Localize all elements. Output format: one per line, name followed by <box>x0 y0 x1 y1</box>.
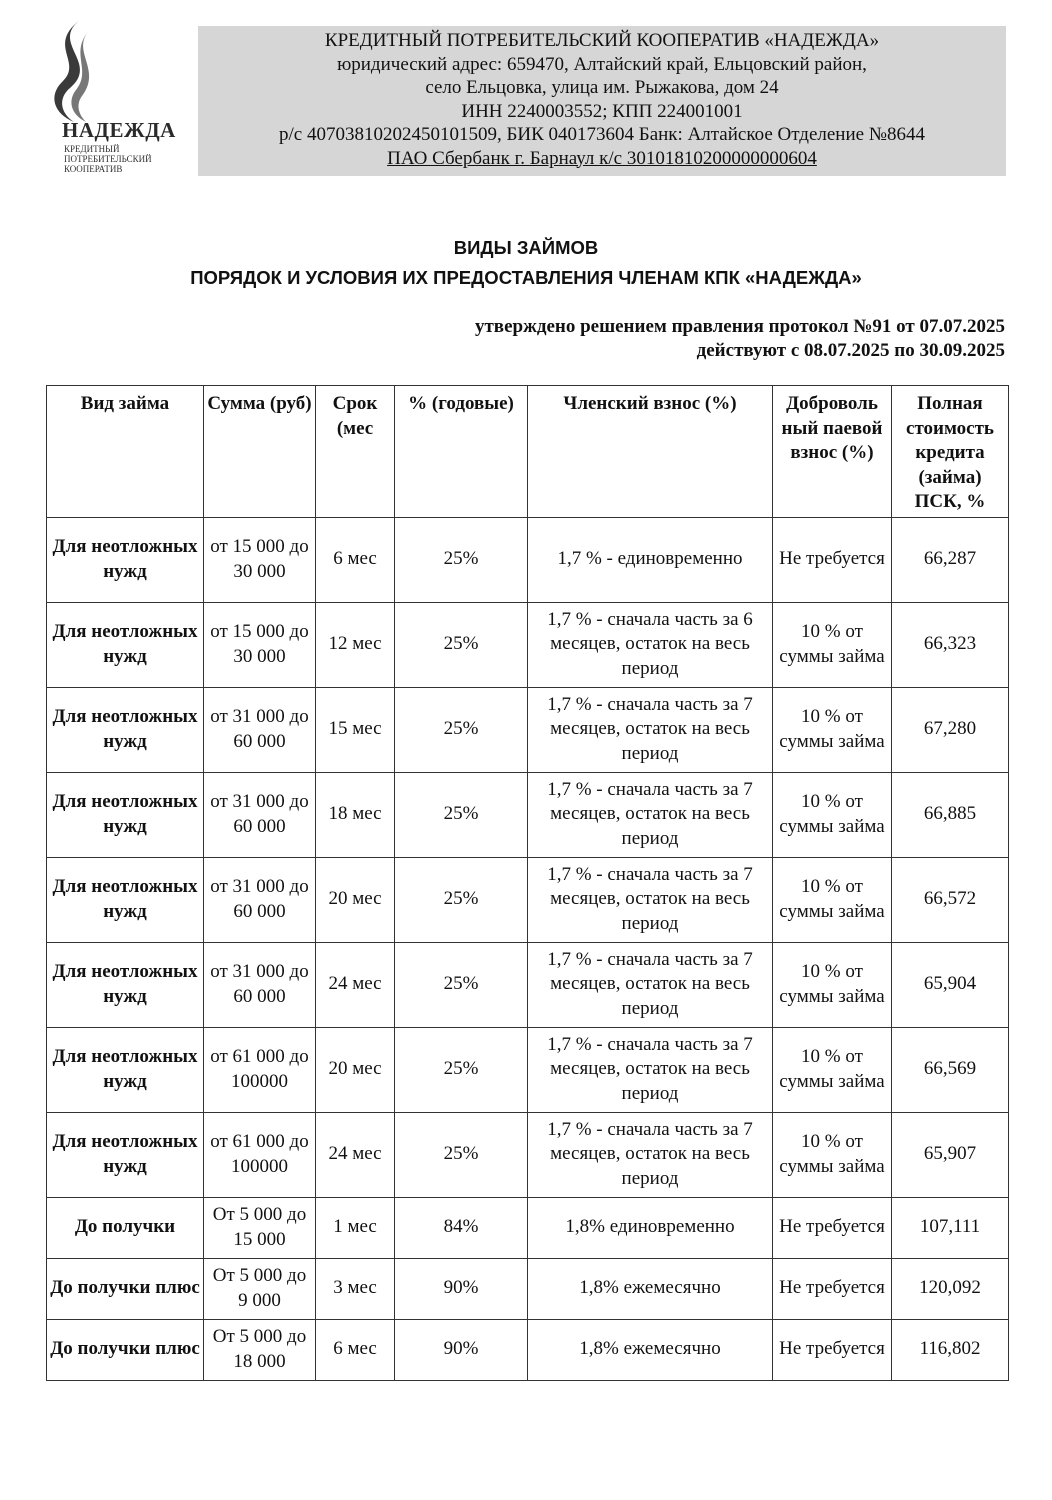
table-row <box>47 857 1009 942</box>
membership-fee: 1,7 % - сначала часть за 7 месяцев, остаток на весь период <box>528 772 773 857</box>
bank-details: р/с 40703810202450101509, БИК 040173604 Банк: Алтайское Отделение №8644 <box>279 124 925 145</box>
table-row <box>47 1027 1009 1112</box>
column-header: Доброволь ный паевой взнос (%) <box>773 386 892 518</box>
annual-rate: 25% <box>395 1112 528 1197</box>
loan-type: До получки плюс <box>47 1258 204 1319</box>
logo-name: НАДЕЖДА <box>62 118 176 142</box>
membership-fee: 1,7 % - сначала часть за 7 месяцев, остаток на весь период <box>528 687 773 772</box>
full-credit-cost: 66,323 <box>892 602 1009 687</box>
full-credit-cost: 116,802 <box>892 1319 1009 1380</box>
table-row <box>47 687 1009 772</box>
full-credit-cost: 120,092 <box>892 1258 1009 1319</box>
column-header: Сумма (руб) <box>204 386 316 518</box>
membership-fee: 1,7 % - сначала часть за 7 месяцев, остаток на весь период <box>528 942 773 1027</box>
membership-fee: 1,7 % - сначала часть за 7 месяцев, остаток на весь период <box>528 1112 773 1197</box>
membership-fee: 1,7 % - сначала часть за 6 месяцев, остаток на весь период <box>528 602 773 687</box>
annual-rate: 84% <box>395 1197 528 1258</box>
document-title <box>0 233 1052 293</box>
table-row <box>47 602 1009 687</box>
loan-type: Для неотложных нужд <box>47 602 204 687</box>
loan-amount: От 5 000 до 18 000 <box>204 1319 316 1380</box>
membership-fee: 1,8% ежемесячно <box>528 1319 773 1380</box>
flame-emblem-icon <box>40 18 110 128</box>
loan-type: До получки плюс <box>47 1319 204 1380</box>
org-name: КРЕДИТНЫЙ ПОТРЕБИТЕЛЬСКИЙ КООПЕРАТИВ «НАДЕЖДА» <box>324 30 880 51</box>
loan-type: Для неотложных нужд <box>47 687 204 772</box>
annual-rate: 25% <box>395 687 528 772</box>
loan-types-table <box>46 385 1009 1381</box>
full-credit-cost: 66,572 <box>892 857 1009 942</box>
table-row <box>47 772 1009 857</box>
table-row <box>47 1319 1009 1380</box>
loan-term: 18 мес <box>316 772 395 857</box>
loan-term: 24 мес <box>316 942 395 1027</box>
loan-type: Для неотложных нужд <box>47 517 204 602</box>
membership-fee: 1,7 % - единовременно <box>528 517 773 602</box>
column-header: Полная стоимость кредита (займа) ПСК, % <box>892 386 1009 518</box>
loan-amount: от 61 000 до 100000 <box>204 1027 316 1112</box>
annual-rate: 25% <box>395 602 528 687</box>
share-contribution: 10 % от суммы займа <box>773 857 892 942</box>
column-header: Членский взнос (%) <box>528 386 773 518</box>
loan-amount: от 31 000 до 60 000 <box>204 772 316 857</box>
annual-rate: 25% <box>395 1027 528 1112</box>
loan-amount: от 61 000 до 100000 <box>204 1112 316 1197</box>
share-contribution: 10 % от суммы займа <box>773 687 892 772</box>
table-row <box>47 1258 1009 1319</box>
organization-requisites <box>198 26 1006 176</box>
table-header-row <box>47 386 1009 518</box>
validity-period: действуют с 08.07.2025 по 30.09.2025 <box>696 339 1005 361</box>
address-line: юридический адрес: 659470, Алтайский край, Ельцовский район, <box>337 53 867 75</box>
approval-note <box>475 315 1005 362</box>
loan-amount: от 15 000 до 30 000 <box>204 602 316 687</box>
loan-term: 6 мес <box>316 517 395 602</box>
approval-line: утверждено решением правления протокол №91 от 07.07.2025 <box>474 316 1005 337</box>
membership-fee: 1,7 % - сначала часть за 7 месяцев, остаток на весь период <box>528 857 773 942</box>
title-line: ВИДЫ ЗАЙМОВ <box>453 237 599 258</box>
share-contribution: Не требуется <box>773 517 892 602</box>
loan-term: 1 мес <box>316 1197 395 1258</box>
loan-type: Для неотложных нужд <box>47 942 204 1027</box>
loan-type: Для неотложных нужд <box>47 772 204 857</box>
table-row <box>47 942 1009 1027</box>
annual-rate: 90% <box>395 1319 528 1380</box>
address-line: село Ельцовка, улица им. Рыжакова, дом 24 <box>425 77 779 98</box>
loan-type: До получки <box>47 1197 204 1258</box>
cooperative-logo <box>18 18 198 218</box>
table-row <box>47 517 1009 602</box>
inn-kpp: ИНН 2240003552; КПП 224001001 <box>461 100 743 122</box>
table-row <box>47 1112 1009 1197</box>
column-header: Срок (мес <box>316 386 395 518</box>
full-credit-cost: 65,907 <box>892 1112 1009 1197</box>
loan-amount: От 5 000 до 9 000 <box>204 1258 316 1319</box>
full-credit-cost: 66,569 <box>892 1027 1009 1112</box>
loan-amount: от 15 000 до 30 000 <box>204 517 316 602</box>
loan-amount: от 31 000 до 60 000 <box>204 942 316 1027</box>
share-contribution: 10 % от суммы займа <box>773 942 892 1027</box>
loan-term: 6 мес <box>316 1319 395 1380</box>
full-credit-cost: 67,280 <box>892 687 1009 772</box>
annual-rate: 25% <box>395 942 528 1027</box>
annual-rate: 25% <box>395 772 528 857</box>
share-contribution: Не требуется <box>773 1258 892 1319</box>
full-credit-cost: 107,111 <box>892 1197 1009 1258</box>
title-line: ПОРЯДОК И УСЛОВИЯ ИХ ПРЕДОСТАВЛЕНИЯ ЧЛЕНАМ КПК «НАДЕЖДА» <box>190 267 862 288</box>
membership-fee: 1,8% ежемесячно <box>528 1258 773 1319</box>
loan-term: 20 мес <box>316 1027 395 1112</box>
share-contribution: 10 % от суммы займа <box>773 772 892 857</box>
membership-fee: 1,8% единовременно <box>528 1197 773 1258</box>
share-contribution: 10 % от суммы займа <box>773 1027 892 1112</box>
annual-rate: 90% <box>395 1258 528 1319</box>
full-credit-cost: 65,904 <box>892 942 1009 1027</box>
share-contribution: Не требуется <box>773 1319 892 1380</box>
logo-subtitle: КРЕДИТНЫЙ ПОТРЕБИТЕЛЬСКИЙ КООПЕРАТИВ <box>64 144 152 174</box>
loan-amount: от 31 000 до 60 000 <box>204 857 316 942</box>
full-credit-cost: 66,287 <box>892 517 1009 602</box>
column-header: % (годовые) <box>395 386 528 518</box>
annual-rate: 25% <box>395 857 528 942</box>
loan-type: Для неотложных нужд <box>47 1027 204 1112</box>
annual-rate: 25% <box>395 517 528 602</box>
full-credit-cost: 66,885 <box>892 772 1009 857</box>
loan-term: 20 мес <box>316 857 395 942</box>
column-header: Вид займа <box>47 386 204 518</box>
loan-type: Для неотложных нужд <box>47 1112 204 1197</box>
loan-term: 3 мес <box>316 1258 395 1319</box>
loan-amount: от 31 000 до 60 000 <box>204 687 316 772</box>
table-row <box>47 1197 1009 1258</box>
share-contribution: 10 % от суммы займа <box>773 602 892 687</box>
bank-details-corr: ПАО Сбербанк г. Барнаул к/с 30101810200000000604 <box>387 147 817 169</box>
loan-amount: От 5 000 до 15 000 <box>204 1197 316 1258</box>
loan-term: 12 мес <box>316 602 395 687</box>
membership-fee: 1,7 % - сначала часть за 7 месяцев, остаток на весь период <box>528 1027 773 1112</box>
loan-type: Для неотложных нужд <box>47 857 204 942</box>
share-contribution: 10 % от суммы займа <box>773 1112 892 1197</box>
loan-term: 24 мес <box>316 1112 395 1197</box>
loan-term: 15 мес <box>316 687 395 772</box>
share-contribution: Не требуется <box>773 1197 892 1258</box>
